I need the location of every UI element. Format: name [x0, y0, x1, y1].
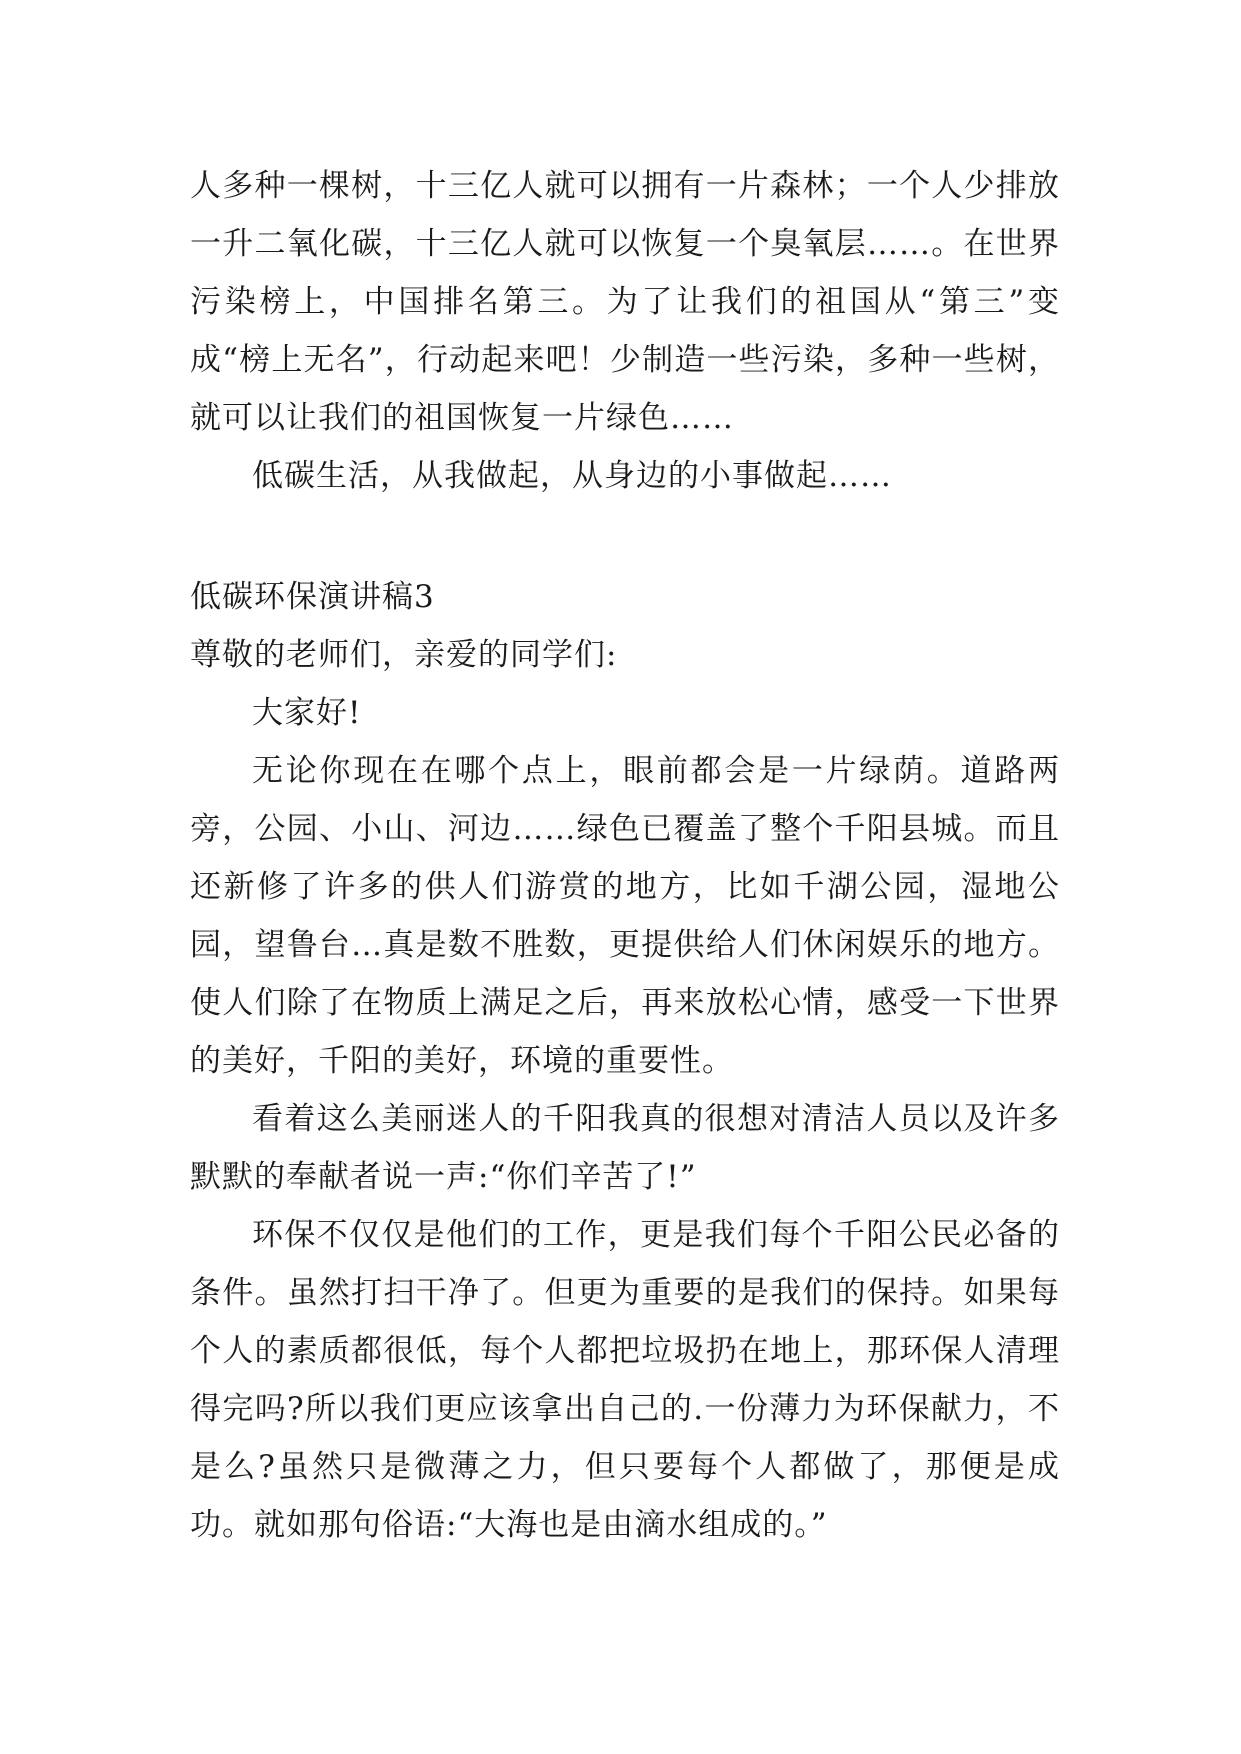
paragraph-thanks-cleaners: 看着这么美丽迷人的千阳我真的很想对清洁人员以及许多默默的奉献者说一声:“你们辛苦了!”: [190, 1101, 1060, 1195]
top-section: [190, 157, 1060, 505]
greeting: 大家好!: [252, 695, 362, 731]
speech-section-3: [190, 568, 1060, 1554]
section-title: 低碳环保演讲稿3: [190, 579, 435, 615]
paragraph-tree-planting: 人多种一棵树，十三亿人就可以拥有一片森林；一个人少排放一升二氧化碳，十三亿人就可以恢复一个臭氧层……。在世界污染榜上，中国排名第三。为了让我们的祖国从“第三”变成“榜上无名”，行动起来吧！少制造一些污染，多种一些树，就可以让我们的祖国恢复一片绿色……: [190, 168, 1060, 436]
salutation: 尊敬的老师们，亲爱的同学们:: [190, 637, 618, 673]
paragraph-green-county: 无论你现在在哪个点上，眼前都会是一片绿荫。道路两旁，公园、小山、河边……绿色已覆盖了整个千阳县城。而且还新修了许多的供人们游赏的地方，比如千湖公园，湿地公园，望鲁台…真是数不胜数，更提供给人们休闲娱乐的地方。使人们除了在物质上满足之后，再来放松心情，感受一下世界的美好，千阳的美好，环境的重要性。: [190, 753, 1060, 1079]
paragraph-environmental-duty: 环保不仅仅是他们的工作，更是我们每个千阳公民必备的条件。虽然打扫干净了。但更为重要的是我们的保持。如果每个人的素质都很低，每个人都把垃圾扔在地上，那环保人清理得完吗?所以我们更应该拿出自己的.一份薄力为环保献力，不是么?虽然只是微薄之力，但只要每个人都做了，那便是成功。就如那句俗语:“大海也是由滴水组成的。”: [190, 1217, 1060, 1543]
paragraph-low-carbon-slogan: 低碳生活，从我做起，从身边的小事做起……: [252, 458, 892, 494]
